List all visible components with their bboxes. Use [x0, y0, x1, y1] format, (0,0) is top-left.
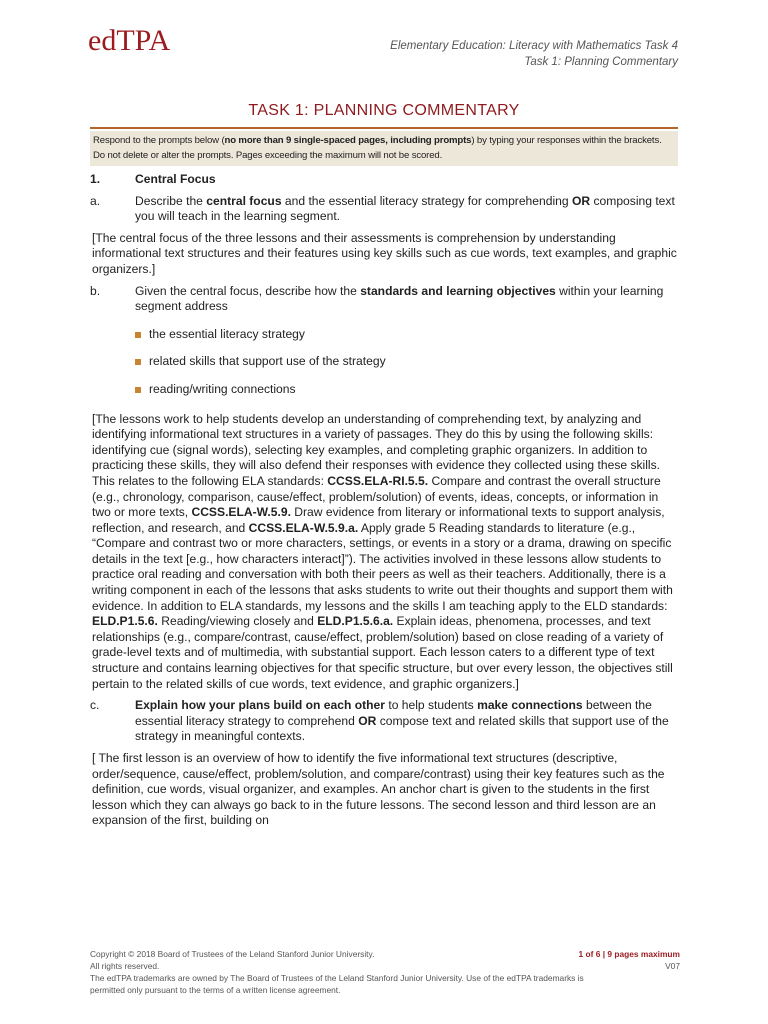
header-course: Elementary Education: Literacy with Mathematics Task 4 [390, 40, 678, 52]
response-b[interactable]: [The lessons work to help students develop an understanding of comprehending text, by analyzing and identifying informational text structures in a variety of passages. They do this by using the following skills: identifying cue (signal words), selecting key examples, and completing graphic organizers. In addition to practicing these skills, they will also defend their responses with evidence they collected using these skills. This relates to the following ELA standards: CCSS.ELA-RI.5.5. Compare and contrast the overall structure (e.g., chronology, comparison, cause/effect, problem/solution) of events, ideas, concepts, or information in two or more texts, CCSS.ELA-W.5.9. Draw evidence from literary or informational texts to support analysis, reflection, and research, and CCSS.ELA-W.5.9.a. Apply grade 5 Reading standards to literature (e.g., “Compare and contrast two or more characters, settings, or events in a story or a drama, drawing on specific details in the text [e.g., how characters interact]”). The activities involved in these lessons allow students to practice oral reading and conversation with both their peers as well as their teachers. Additionally, there is a writing component in each of the lessons that asks students to write out their thoughts and support them with evidence. In addition to ELA standards, my lessons and the skills I am teaching apply to the ELD standards: ELD.P1.5.6. Reading/viewing closely and ELD.P1.5.6.a. Explain ideas, phenomena, processes, and text relationships (e.g., compare/contrast, cause/effect, problem/solution) based on close reading of a variety of grade-level texts and of multimedia, with substantial support. Each lesson caters to a different type of text structure and contains learning objectives for that specific structure, but over every lesson, the objectives still pertain to the related skills of cue words, text evidence, and graphic organizers.] [92, 411, 673, 691]
document-header [390, 38, 678, 70]
header-task: Task 1: Planning Commentary [524, 56, 678, 68]
bullet-square-icon [135, 359, 141, 365]
edtpa-logo: edTPA [88, 24, 171, 57]
response-a[interactable]: [The central focus of the three lessons and their assessments is comprehension by understanding informational text structures and their features using key skills such as cue words, text examples, and graphic organizers.] [92, 230, 677, 276]
commentary-body [90, 172, 680, 835]
title-divider [90, 127, 678, 129]
bullet-item: related skills that support use of the strategy [135, 354, 680, 370]
prompt-a: a. Describe the central focus and the essential literacy strategy for comprehending OR composing text you will teach in the learning segment. [90, 193, 675, 224]
section-heading: 1. Central Focus [90, 172, 216, 186]
instructions-box: Respond to the prompts below (no more than 9 single-spaced pages, including prompts) by typing your responses within the brackets. Do not delete or alter the prompts. Pages exceeding the maximum will not be scored. [90, 131, 678, 166]
response-c[interactable]: [ The first lesson is an overview of how to identify the five informational text structures (descriptive, order/sequence, cause/effect, problem/solution, and compare/contrast) using their key features such as the definition, cue words, visual organizer, and examples. An anchor chart is given to the students in the first lesson which they can always go back to in the future lessons. The second lesson and third lesson are an expansion of the first, building on [92, 751, 665, 828]
page-footer: Copyright © 2018 Board of Trustees of the Leland Stanford Junior University. All rights reserved. The edTPA trademarks are owned by The Board of Trustees of the Leland Stanford Junior University. Use of the edTPA trademarks is permitted only pursuant to the terms of a written license agreement. 1 of 6 | 9 pages maximum V07 [90, 949, 680, 995]
prompt-b: b. Given the central focus, describe how the standards and learning objectives within your learning segment address [90, 283, 664, 314]
bullet-square-icon [135, 387, 141, 393]
page-title: TASK 1: PLANNING COMMENTARY [248, 102, 520, 119]
version-label: V07 [665, 961, 680, 971]
prompt-c: c. Explain how your plans build on each other to help students make connections between the essential literacy strategy to comprehend OR compose text and related skills that support use of the strategy in meaningful contexts. [90, 698, 669, 744]
bullet-square-icon [135, 332, 141, 338]
bullet-item: the essential literacy strategy [135, 327, 680, 343]
bullet-item: reading/writing connections [135, 382, 680, 398]
page-count: 1 of 6 | 9 pages maximum [578, 949, 680, 959]
